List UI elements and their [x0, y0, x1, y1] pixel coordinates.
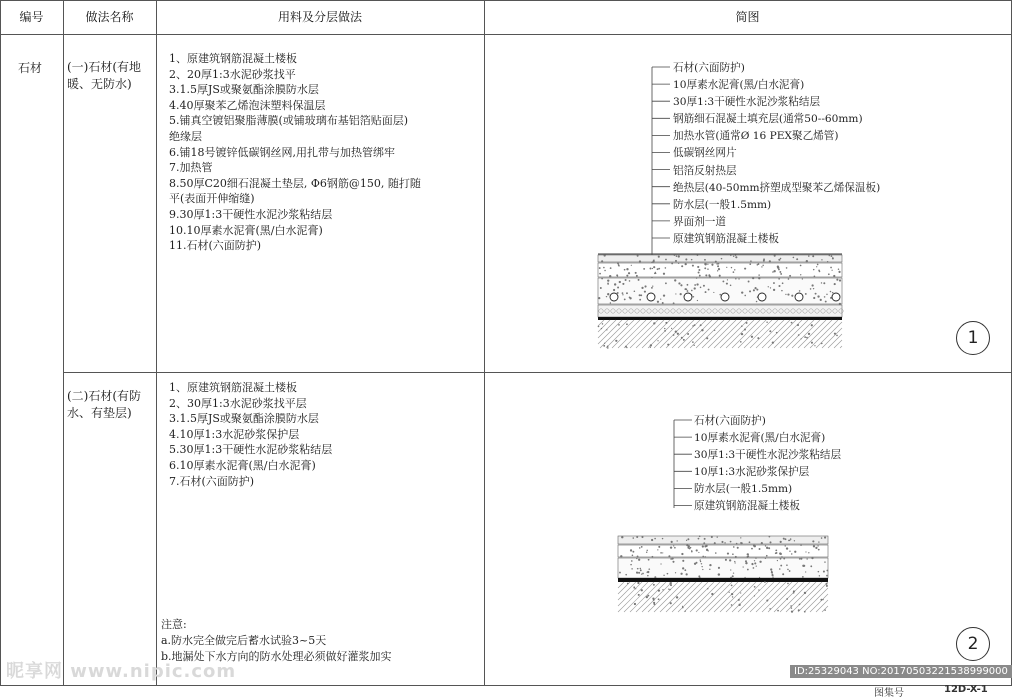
row2-section-diagram — [612, 408, 842, 638]
material-line: 2、30厚1:3水泥砂浆找平层 — [169, 396, 307, 410]
watermark-brand: 昵享网 www.nipic.com — [6, 661, 237, 682]
category-label: 石材 — [18, 61, 43, 75]
diagram-label: 钢筋细石混凝土填充层(通常50--60mm) — [673, 113, 863, 126]
drawing-no-value: 12D-X-1 — [944, 684, 988, 695]
row2-name: (二)石材(有防水、有垫层) — [67, 389, 142, 420]
material-line: 11.石材(六面防护) — [169, 239, 262, 253]
material-line: 6.铺18号镀锌低碳钢丝网,用扎带与加热管绑牢 — [169, 145, 395, 159]
material-line: 9.30厚1:3干硬性水泥沙浆粘结层 — [169, 207, 333, 221]
row2-materials — [169, 380, 332, 489]
material-line: 7.石材(六面防护) — [169, 474, 255, 488]
heating-pipe — [721, 293, 729, 301]
row1-materials — [169, 51, 421, 254]
waterproof-layer — [618, 578, 828, 582]
header-method: 做法名称 — [85, 10, 134, 24]
table-left-border — [0, 0, 1, 686]
diagram-label: 10厚素水泥膏(黑/白水泥膏) — [694, 432, 826, 445]
header-number: 编号 — [19, 10, 44, 24]
notes-title: 注意: — [161, 618, 187, 631]
heating-pipe — [795, 293, 803, 301]
row-divider — [63, 372, 1012, 373]
material-line: 8.50厚C20细石混凝土垫层, Φ6钢筋@150, 随打随 — [169, 176, 421, 190]
diagram-label: 石材(六面防护) — [694, 415, 766, 427]
diagram-label: 低碳钢丝网片 — [673, 147, 737, 160]
watermark-id: ID:25329043 NO:20170503221538999000 — [790, 665, 1012, 678]
heating-pipe — [684, 293, 692, 301]
material-line: 5.30厚1:3干硬性水泥砂浆粘结层 — [169, 443, 333, 457]
col-divider-3 — [484, 0, 485, 686]
diagram-label: 铝箔反射热层 — [673, 164, 737, 177]
material-line: 1、原建筑钢筋混凝土楼板 — [169, 52, 297, 65]
diagram-label: 10厚素水泥膏(黑/白水泥膏) — [673, 79, 805, 92]
diagram-label: 原建筑钢筋混凝土楼板 — [673, 232, 779, 245]
diagram-label: 30厚1:3干硬性水泥沙浆粘结层 — [694, 449, 842, 462]
stone-layer — [598, 255, 842, 262]
heating-pipe — [610, 293, 618, 301]
row1-section-diagram — [590, 55, 850, 355]
material-line: 6.10厚素水泥膏(黑/白水泥膏) — [169, 458, 316, 472]
material-line: 3.1.5厚JS或聚氨酯涂膜防水层 — [169, 412, 319, 426]
material-line: 10.10厚素水泥膏(黑/白水泥膏) — [169, 223, 323, 237]
col-divider-2 — [156, 0, 157, 686]
material-line: 7.加热管 — [169, 161, 213, 175]
col-divider-1 — [63, 0, 64, 686]
mortar-layer — [618, 545, 828, 557]
header-materials: 用料及分层做法 — [277, 10, 362, 24]
material-line: 3.1.5厚JS或聚氨酯涂膜防水层 — [169, 83, 319, 97]
material-line: 平(表面开伸缩缝) — [169, 192, 255, 206]
material-line: 绝缘层 — [169, 129, 202, 143]
table-right-border — [1011, 0, 1012, 686]
material-line: 4.40厚聚苯乙烯泡沫塑料保温层 — [169, 98, 326, 112]
waterproof-layer — [598, 317, 842, 320]
material-line: 5.铺真空镀铝聚脂薄膜(或铺玻璃布基铝箔贴面层) — [169, 114, 409, 128]
diagram-label: 绝热层(40-50mm挤塑成型聚苯乙烯保温板) — [673, 181, 881, 194]
heating-pipe — [758, 293, 766, 301]
material-line: 4.10厚1:3水泥砂浆保护层 — [169, 427, 300, 441]
diagram-label: 原建筑钢筋混凝土楼板 — [694, 500, 800, 513]
diagram-label: 30厚1:3干硬性水泥沙浆粘结层 — [673, 96, 821, 109]
diagram-1-number: 1 — [956, 321, 990, 355]
protect-layer — [618, 558, 828, 578]
drawing-no-label: 图集号 — [874, 688, 904, 699]
diagram-label: 石材(六面防护) — [673, 62, 745, 74]
note-item: b.地漏处下水方向的防水处理必须做好灌浆加实 — [161, 650, 392, 663]
diagram-2-number: 2 — [956, 627, 990, 661]
note-item: a.防水完全做完后蓄水试验3~5天 — [161, 634, 327, 647]
diagram-label: 加热水管(通常Ø 16 PEX聚乙烯管) — [673, 130, 839, 143]
heating-pipe — [832, 293, 840, 301]
table-bottom-border — [0, 685, 1012, 686]
material-line: 2、20厚1:3水泥砂浆找平 — [169, 67, 296, 81]
header-diagram: 简图 — [735, 10, 760, 24]
diagram-label: 防水层(一般1.5mm) — [694, 483, 793, 496]
diagram-label: 界面剂一道 — [673, 215, 726, 228]
row1-name: (一)石材(有地暖、无防水) — [67, 60, 142, 91]
header-bottom-border — [0, 34, 1012, 35]
material-line: 1、原建筑钢筋混凝土楼板 — [169, 381, 297, 394]
diagram-label: 10厚1:3水泥砂浆保护层 — [694, 466, 810, 479]
heating-pipe — [647, 293, 655, 301]
diagram-label: 防水层(一般1.5mm) — [673, 198, 772, 211]
